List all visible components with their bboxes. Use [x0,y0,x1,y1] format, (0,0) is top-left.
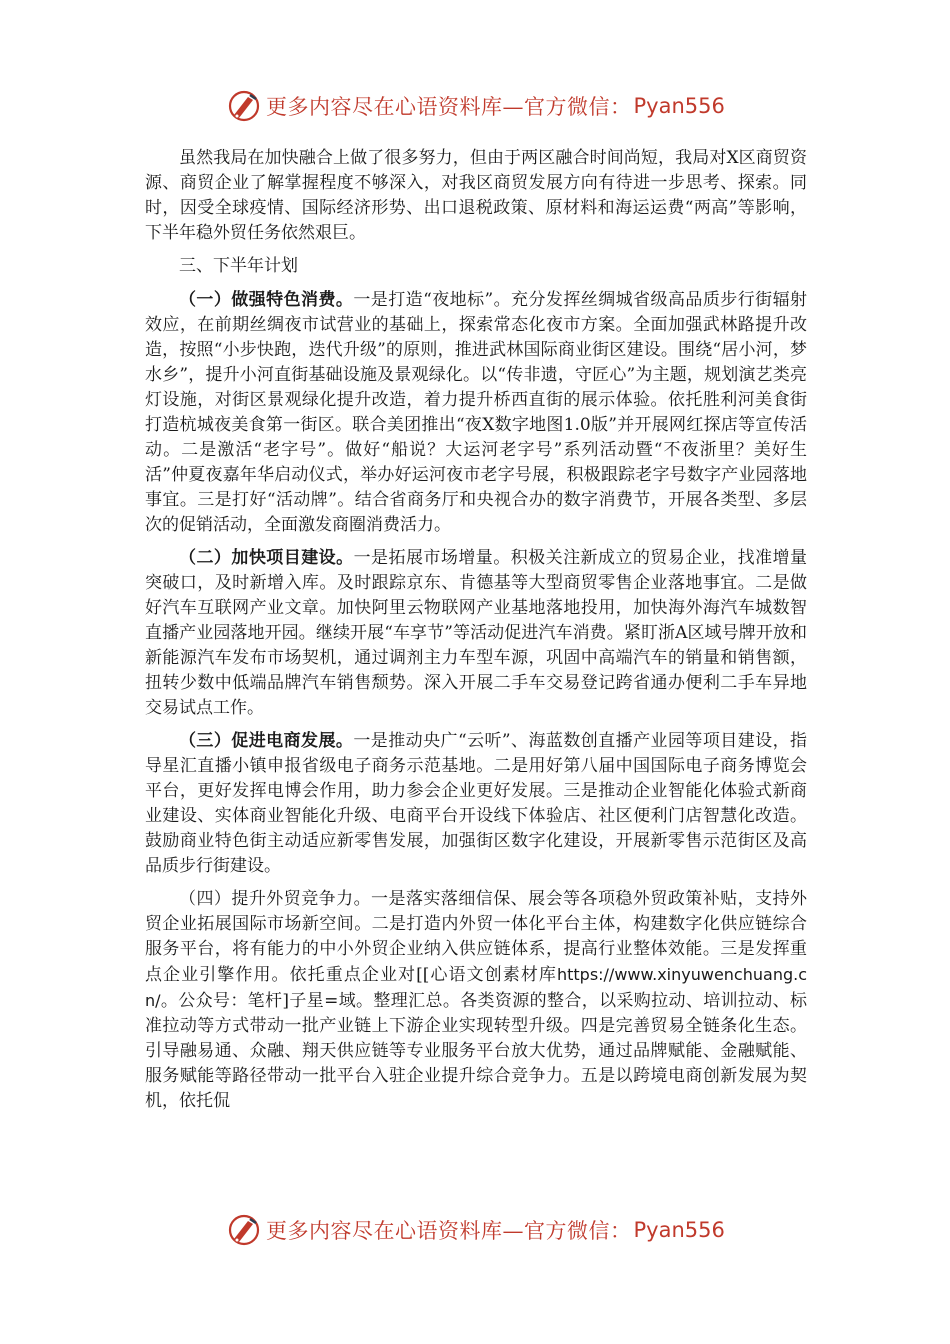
watermark-text: 更多内容尽在心语资料库—官方微信： [266,1219,632,1243]
trade-body-start: （四）提升外贸竞争力。一是落实落细信保、展会等各项稳外贸政策补贴，支持外贸企业拓展国际市场新空间。二是打造内外贸一体化平台主体，构建数字化供应链综合服务平台，将有能力的中小外贸企业纳入供应链体系，提高行业整体效能。三是发挥重点企业引擎作用。依托重点企业对[[心语文创素材库 [145,889,807,985]
consumption-body: 一是打造“夜地标”。充分发挥丝绸城省级高品质步行街辐射效应，在前期丝绸夜市试营业的基础上，探索常态化夜市方案。全面加强武林路提升改造，按照“小步快跑，迭代升级”的原则，推进武林国际商业街区建设。围绕“居小河，梦水乡”，提升小河直街基础设施及景观绿化。以“传非遗，守匠心”为主题，规划演艺类亮灯设施，对街区景观绿化提升改造，着力提升桥西直街的展示体验。依托胜利河美食街打造杭城夜美食第一街区。联合美团推出“夜X数字地图1.0版”并开展网红探店等宣传活动。二是激活“老字号”。做好“船说？大运河老字号”系列活动暨“不夜浙里？美好生活”仲夏夜嘉年华启动仪式，举办好运河夜市老字号展，积极跟踪老字号数字产业园落地事宜。三是打好“活动牌”。结合省商务厅和央视合办的数字消费节，开展各类型、多层次的促销活动，全面激发商圈消费活力。 [145,290,807,535]
wechat-id: Pyan556 [633,1218,725,1242]
source-url: https://www.xinyuwenchuang.cn/ [145,965,807,1010]
paragraph-ecommerce [145,729,807,879]
subheading-consumption: （一）做强特色消费。 [179,290,354,310]
pen-nib-logo-icon [226,1212,262,1248]
wechat-id: Pyan556 [633,94,725,118]
section-heading-plan: 三、下半年计划 [179,256,298,276]
document-body [145,146,807,1122]
subheading-ecommerce: （三）促进电商发展。 [179,731,354,751]
projects-body: 一是拓展市场增量。积极关注新成立的贸易企业，找准增量突破口，及时新增入库。及时跟踪京东、肯德基等大型商贸零售企业落地事宜。二是做好汽车互联网产业文章。加快阿里云物联网产业基地落地投用，加快海外海汽车城数智直播产业园落地开园。继续开展“车享节”等活动促进汽车消费。紧盯浙A区域号牌开放和新能源汽车发布市场契机，通过调剂主力车型车源，巩固中高端汽车的销量和销售额，扭转少数中低端品牌汽车销售颓势。深入开展二手车交易登记跨省通办便利二手车异地交易试点工作。 [145,548,808,718]
footer-watermark [226,1210,725,1250]
paragraph-trade [145,887,807,1114]
watermark-text: 更多内容尽在心语资料库—官方微信： [266,95,632,119]
ecommerce-body: 一是推动央广“云听”、海蓝数创直播产业园等项目建设，指导星汇直播小镇申报省级电子商务示范基地。二是用好第八届中国国际电子商务博览会平台，更好发挥电博会作用，助力参会企业更好发展。三是推动企业智能化体验式新商业建设、实体商业智能化升级、电商平台开设线下体验店、社区便利门店智慧化改造。鼓励商业特色街主动适应新零售发展，加强街区数字化建设，开展新零售示范街区及高品质步行街建设。 [145,731,807,876]
paragraph-consumption [145,288,807,538]
paragraph-challenges: 虽然我局在加快融合上做了很多努力，但由于两区融合时间尚短，我局对X区商贸资源、商贸企业了解掌握程度不够深入，对我区商贸发展方向有待进一步思考、探索。同时，因受全球疫情、国际经济形势、出口退税政策、原材料和海运运费“两高”等影响，下半年稳外贸任务依然艰巨。 [145,148,807,243]
paragraph-projects [145,546,807,721]
subheading-projects: （二）加快项目建设。 [179,548,354,568]
pen-nib-logo-icon [226,88,262,124]
header-watermark [226,86,725,126]
trade-body-end: 。公众号：笔杆]子星=域。整理汇总。各类资源的整合，以采购拉动、培训拉动、标准拉动等方式带动一批产业链上下游企业实现转型升级。四是完善贸易全链条化生态。引导融易通、众融、翔天供应链等专业服务平台放大优势，通过品牌赋能、金融赋能、服务赋能等路径带动一批平台入驻企业提升综合竞争力。五是以跨境电商创新发展为契机，依托侃 [145,991,807,1111]
